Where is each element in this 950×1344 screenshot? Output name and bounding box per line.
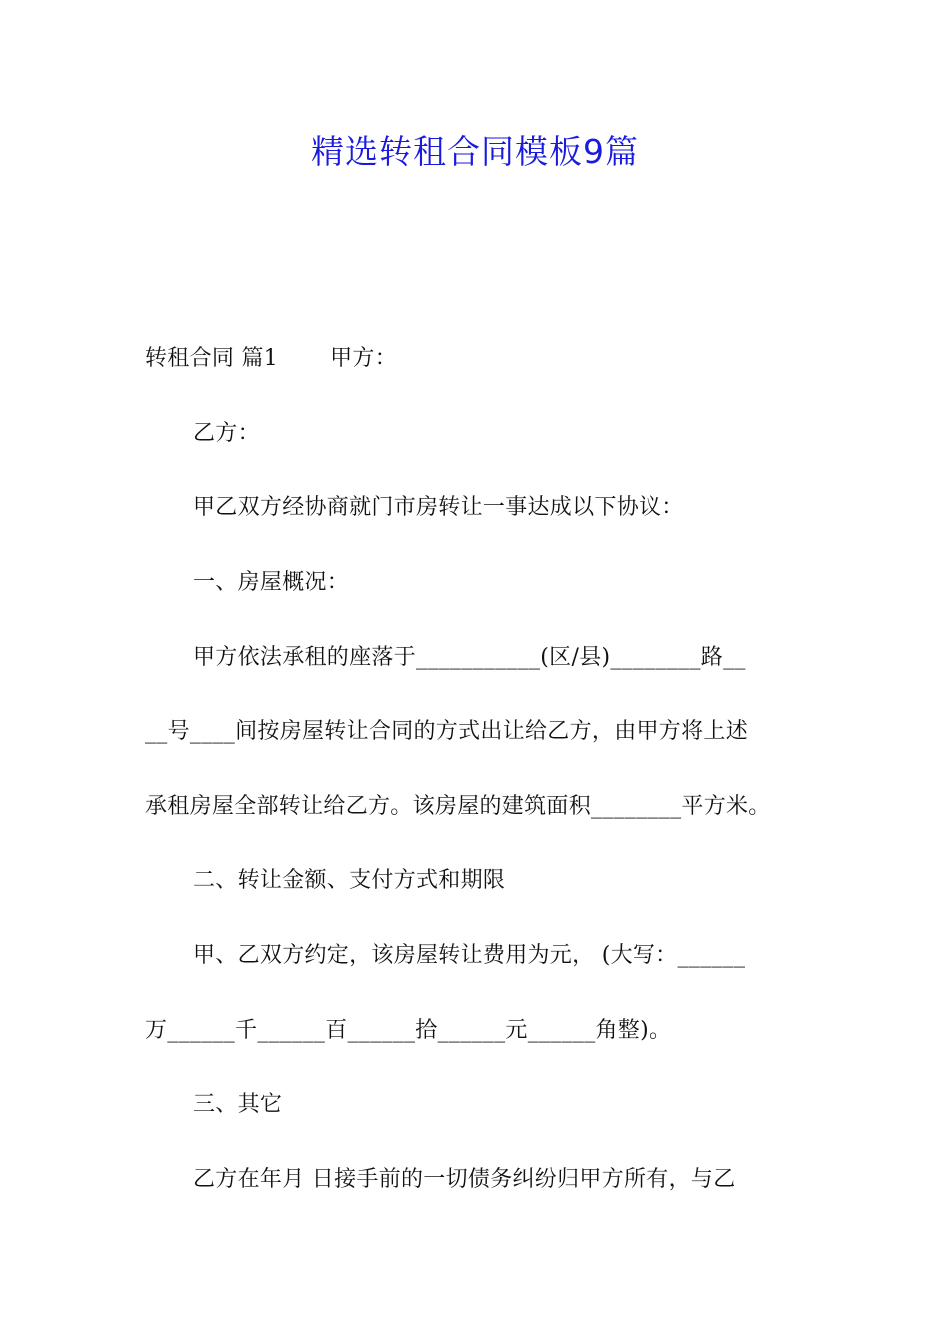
document-title: 精选转租合同模板9篇 <box>311 132 639 171</box>
section1-paragraph-line: 承租房屋全部转让给乙方。该房屋的建筑面积________平方米。 <box>145 794 771 819</box>
contract-number-label: 转租合同 篇1 <box>145 346 279 371</box>
section2-paragraph-line: 万______千______百______拾______元______角整)。 <box>145 1018 672 1043</box>
party-b-label: 乙方： <box>193 421 260 446</box>
contract-header-line <box>145 341 397 377</box>
section3-heading: 三、其它 <box>193 1092 283 1117</box>
section2-paragraph-line: 甲、乙双方约定，该房屋转让费用为元， (大写：______ <box>193 943 746 968</box>
intro-paragraph: 甲乙双方经协商就门市房转让一事达成以下协议： <box>193 495 684 520</box>
section3-paragraph-line: 乙方在年月 日接手前的一切债务纠纷归甲方所有，与乙 <box>193 1167 736 1192</box>
section2-heading: 二、转让金额、支付方式和期限 <box>193 868 506 893</box>
section1-heading: 一、房屋概况： <box>193 570 350 595</box>
section1-paragraph-line: __号____间按房屋转让合同的方式出让给乙方，由甲方将上述 <box>145 719 749 744</box>
party-a-label: 甲方： <box>330 346 397 371</box>
section1-paragraph-line: 甲方依法承租的座落于___________(区/县)________路__ <box>193 645 746 670</box>
